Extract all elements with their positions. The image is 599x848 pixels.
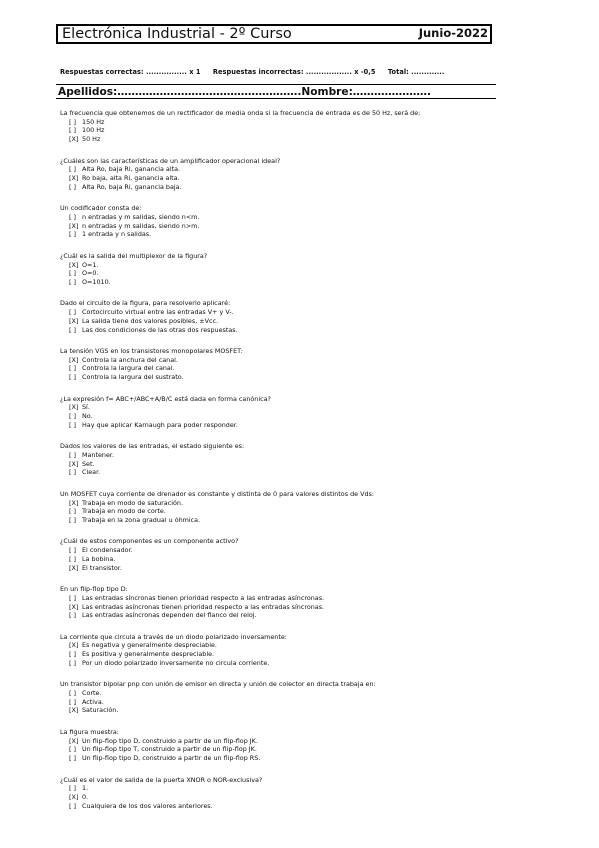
answer-checkbox[interactable]: [ ] (69, 420, 77, 429)
answer-option-text: Por un diodo polarizado inversamente no circula corriente. (82, 658, 270, 667)
answer-checkbox[interactable]: [X] (69, 221, 79, 230)
answer-option (60, 468, 530, 477)
answer-option-text: Corte. (82, 689, 102, 698)
answer-checkbox[interactable]: [ ] (69, 126, 77, 135)
question-item (60, 347, 530, 382)
answer-checkbox[interactable]: [ ] (69, 468, 77, 477)
answer-option-text: Un flip-flop tipo T, construido a partir de un flip-flop JK. (82, 745, 257, 754)
answer-checkbox[interactable]: [X] (69, 316, 79, 325)
answer-checkbox[interactable]: [ ] (69, 308, 77, 317)
answer-checkbox[interactable]: [ ] (69, 745, 77, 754)
answer-option (60, 230, 530, 239)
question-item (60, 252, 530, 287)
answer-checkbox[interactable]: [X] (69, 498, 79, 507)
answer-option-text: Set. (82, 459, 95, 468)
exam-title: Electrónica Industrial - 2º Curso (62, 25, 292, 42)
answer-option (60, 516, 530, 525)
answer-option (60, 213, 530, 222)
answer-option (60, 784, 530, 793)
answer-option (60, 460, 530, 469)
answer-option-text: n entradas y m salidas, siendo n<m. (82, 212, 200, 221)
question-item (60, 728, 530, 763)
answer-option-text: Un flip-flop tipo D, construido a partir de un flip-flop JK. (82, 736, 258, 745)
answer-option (60, 802, 530, 811)
question-text: ¿Cuál es el valor de salida de la puerta XNOR o NOR-exclusiva? (60, 775, 263, 784)
answer-option-text: Saturación. (82, 706, 119, 715)
answer-checkbox[interactable]: [ ] (69, 784, 77, 793)
question-text: ¿La expresión f= ABC+/ABC+A/B/C está dada en forma canónica? (60, 394, 271, 403)
answer-option-text: 50 Hz (82, 135, 101, 144)
answer-option (60, 269, 530, 278)
answer-option (60, 356, 530, 365)
answer-checkbox[interactable]: [ ] (69, 117, 77, 126)
answer-checkbox[interactable]: [X] (69, 563, 79, 572)
answer-option (60, 499, 530, 508)
answer-checkbox[interactable]: [ ] (69, 515, 77, 524)
answer-option-text: Alta Ro, baja Ri, ganancia baja. (82, 182, 182, 191)
answer-option (60, 546, 530, 555)
answer-option (60, 745, 530, 754)
correct-answers-field: Respuestas correctas: ................ x 1 (60, 68, 201, 76)
answer-checkbox[interactable]: [ ] (69, 697, 77, 706)
answer-option-text: Es positiva y generalmente despreciable. (82, 650, 215, 659)
answer-checkbox[interactable]: [ ] (69, 546, 77, 555)
answer-checkbox[interactable]: [ ] (69, 754, 77, 763)
total-field: Total: ............. (387, 68, 445, 76)
answer-option-text: Cualquiera de los dos valores anteriores. (82, 801, 213, 810)
answer-option-text: 100 Hz (82, 126, 105, 135)
answer-option-text: Es negativa y generalmente despreciable. (82, 641, 217, 650)
answer-checkbox[interactable]: [X] (69, 403, 79, 412)
answer-option-text: Trabaja en la zona gradual u óhmica. (82, 515, 201, 524)
question-item (60, 395, 530, 430)
answer-option (60, 278, 530, 287)
answer-option-text: n entradas y m salidas, siendo n>m. (82, 221, 200, 230)
answer-option-text: O=1. (82, 260, 99, 269)
answer-option-text: No. (82, 412, 93, 421)
answer-option (60, 317, 530, 326)
answer-option-text: Las entradas asíncronas tienen prioridad respecto a las entradas síncronas. (82, 602, 325, 611)
answer-checkbox[interactable]: [ ] (69, 412, 77, 421)
student-name-line (56, 84, 496, 99)
answer-checkbox[interactable]: [ ] (69, 593, 77, 602)
exam-date: Junio-2022 (418, 26, 488, 41)
answer-checkbox[interactable]: [X] (69, 792, 79, 801)
question-item (60, 204, 530, 239)
answer-option (60, 737, 530, 746)
answer-option (60, 118, 530, 127)
question-text: Dado el circuito de la figura, para resolverlo aplicaré: (60, 299, 231, 308)
answer-checkbox[interactable]: [ ] (69, 554, 77, 563)
answer-option (60, 641, 530, 650)
answer-option (60, 421, 530, 430)
answer-checkbox[interactable]: [X] (69, 641, 79, 650)
answer-option (60, 165, 530, 174)
answer-option (60, 507, 530, 516)
answer-option-text: Trabaja en modo de saturación. (82, 498, 183, 507)
answer-checkbox[interactable]: [ ] (69, 277, 77, 286)
answer-checkbox[interactable]: [X] (69, 459, 79, 468)
answer-option-text: O=1010. (82, 277, 111, 286)
question-text: Un MOSFET cuya corriente de drenador es constante y distinta de 0 para valores distintos de Vds: (60, 489, 375, 498)
answer-option (60, 754, 530, 763)
answer-option-text: El transistor. (82, 563, 122, 572)
question-text: ¿Cuáles son las características de un amplificador operacional ideal? (60, 156, 281, 165)
answer-checkbox[interactable]: [ ] (69, 450, 77, 459)
answer-option (60, 451, 530, 460)
answer-option-text: Controla la largura del sustrato. (82, 373, 184, 382)
answer-option (60, 603, 530, 612)
answer-checkbox[interactable]: [ ] (69, 801, 77, 810)
answer-option (60, 412, 530, 421)
question-item (60, 537, 530, 572)
answer-option (60, 594, 530, 603)
answer-checkbox[interactable]: [X] (69, 706, 79, 715)
answer-option-text: Sí. (82, 403, 90, 412)
answer-option-text: 0. (82, 792, 89, 801)
answer-checkbox[interactable]: [ ] (69, 269, 77, 278)
question-text: En un flip-flop tipo D: (60, 585, 128, 594)
question-item (60, 490, 530, 525)
answer-option-text: Alta Ro, baja Ri, ganancia alta. (82, 165, 181, 174)
answer-option-text: El condensador. (82, 546, 133, 555)
question-item (60, 442, 530, 477)
answer-option-text: Las entradas síncronas tienen prioridad respecto a las entradas asíncronas. (82, 593, 325, 602)
answer-option (60, 183, 530, 192)
answer-checkbox[interactable]: [ ] (69, 373, 77, 382)
question-item (60, 680, 530, 715)
answer-option (60, 126, 530, 135)
answer-option-text: Activa. (82, 697, 104, 706)
answer-option-text: 1. (82, 784, 89, 793)
score-line (60, 68, 446, 76)
question-item (60, 776, 530, 811)
answer-checkbox[interactable]: [ ] (69, 182, 77, 191)
question-text: Un transistor bipolar pnp con unión de emisor en directa y unión de colector en directa trabaja en: (60, 680, 376, 689)
answer-option-text: Mantener. (82, 450, 114, 459)
answer-checkbox[interactable]: [X] (69, 355, 79, 364)
answer-option (60, 222, 530, 231)
surname-field: Apellidos:……………………………………………. (58, 85, 302, 98)
question-item (60, 157, 530, 192)
answer-option (60, 555, 530, 564)
answer-option-text: Las entradas asíncronas dependen del flanco del reloj. (82, 611, 257, 620)
answer-checkbox[interactable]: [ ] (69, 165, 77, 174)
answer-checkbox[interactable]: [X] (69, 174, 79, 183)
answer-option-text: Hay que aplicar Karnaugh para poder responder. (82, 420, 238, 429)
answer-option (60, 174, 530, 183)
answer-checkbox[interactable]: [ ] (69, 230, 77, 239)
answer-option (60, 326, 530, 335)
answer-checkbox[interactable]: [X] (69, 135, 79, 144)
answer-checkbox[interactable]: [ ] (69, 507, 77, 516)
answer-option (60, 403, 530, 412)
answer-option (60, 308, 530, 317)
question-text: Un codificador consta de: (60, 204, 142, 213)
answer-option-text: Las dos condiciones de las otras dos respuestas. (82, 325, 238, 334)
exam-header (56, 24, 492, 44)
question-text: La frecuencia que obtenemos de un rectificador de media onda si la frecuencia de entrada es de 50 Hz, será de: (60, 109, 421, 117)
incorrect-answers-field: Respuestas incorrectas: .................. x -0,5 (212, 68, 376, 76)
answer-option-text: Controla la anchura del canal. (82, 355, 178, 364)
answer-option (60, 611, 530, 620)
answer-option-text: O=0. (82, 269, 99, 278)
answer-option (60, 135, 530, 144)
answer-checkbox[interactable]: [ ] (69, 325, 77, 334)
answer-option (60, 650, 530, 659)
answer-option (60, 373, 530, 382)
answer-option (60, 706, 530, 715)
answer-checkbox[interactable]: [X] (69, 602, 79, 611)
answer-checkbox[interactable]: [ ] (69, 650, 77, 659)
question-text: La corriente que circula a través de un diodo polarizado inversamente: (60, 632, 287, 641)
answer-option-text: 150 Hz (82, 117, 105, 126)
question-text: ¿Cuál de estos componentes es un componente activo? (60, 537, 239, 546)
question-text: La tensión VGS en los transistores monopolares MOSFET: (60, 347, 243, 356)
answer-option-text: Cortocircuito virtual entre las entradas V+ y V-. (82, 308, 234, 317)
answer-option-text: 1 entrada y n salidas. (82, 230, 152, 239)
answer-option-text: Ro baja, alta Ri, ganancia alta. (82, 174, 180, 183)
answer-option (60, 689, 530, 698)
question-list (60, 109, 530, 823)
answer-option (60, 659, 530, 668)
answer-option-text: La bobina. (82, 554, 116, 563)
question-item (60, 585, 530, 620)
answer-option-text: Controla la largura del canal. (82, 364, 175, 373)
answer-option-text: Trabaja en modo de corte. (82, 507, 166, 516)
question-text: La figura muestra: (60, 727, 119, 736)
question-item (60, 109, 530, 144)
answer-option (60, 364, 530, 373)
answer-option (60, 793, 530, 802)
answer-checkbox[interactable]: [X] (69, 736, 79, 745)
answer-option (60, 564, 530, 573)
answer-checkbox[interactable]: [ ] (69, 212, 77, 221)
answer-checkbox[interactable]: [ ] (69, 658, 77, 667)
question-text: Dados los valores de las entradas, el estado siguiente es: (60, 442, 245, 451)
answer-option (60, 698, 530, 707)
answer-option (60, 261, 530, 270)
answer-checkbox[interactable]: [ ] (69, 364, 77, 373)
question-item (60, 299, 530, 334)
answer-option-text: Un flip-flop tipo D, construido a partir de un flip-flop RS. (82, 754, 261, 763)
answer-checkbox[interactable]: [ ] (69, 689, 77, 698)
answer-checkbox[interactable]: [X] (69, 260, 79, 269)
question-text: ¿Cuál es la salida del multiplexor de la figura? (60, 251, 208, 260)
answer-checkbox[interactable]: [ ] (69, 611, 77, 620)
name-field: Nombre:…………………. (301, 85, 431, 98)
answer-option-text: Clear. (82, 468, 101, 477)
answer-option-text: La salida tiene dos valores posibles, ±Vcc. (82, 316, 219, 325)
question-item (60, 633, 530, 668)
